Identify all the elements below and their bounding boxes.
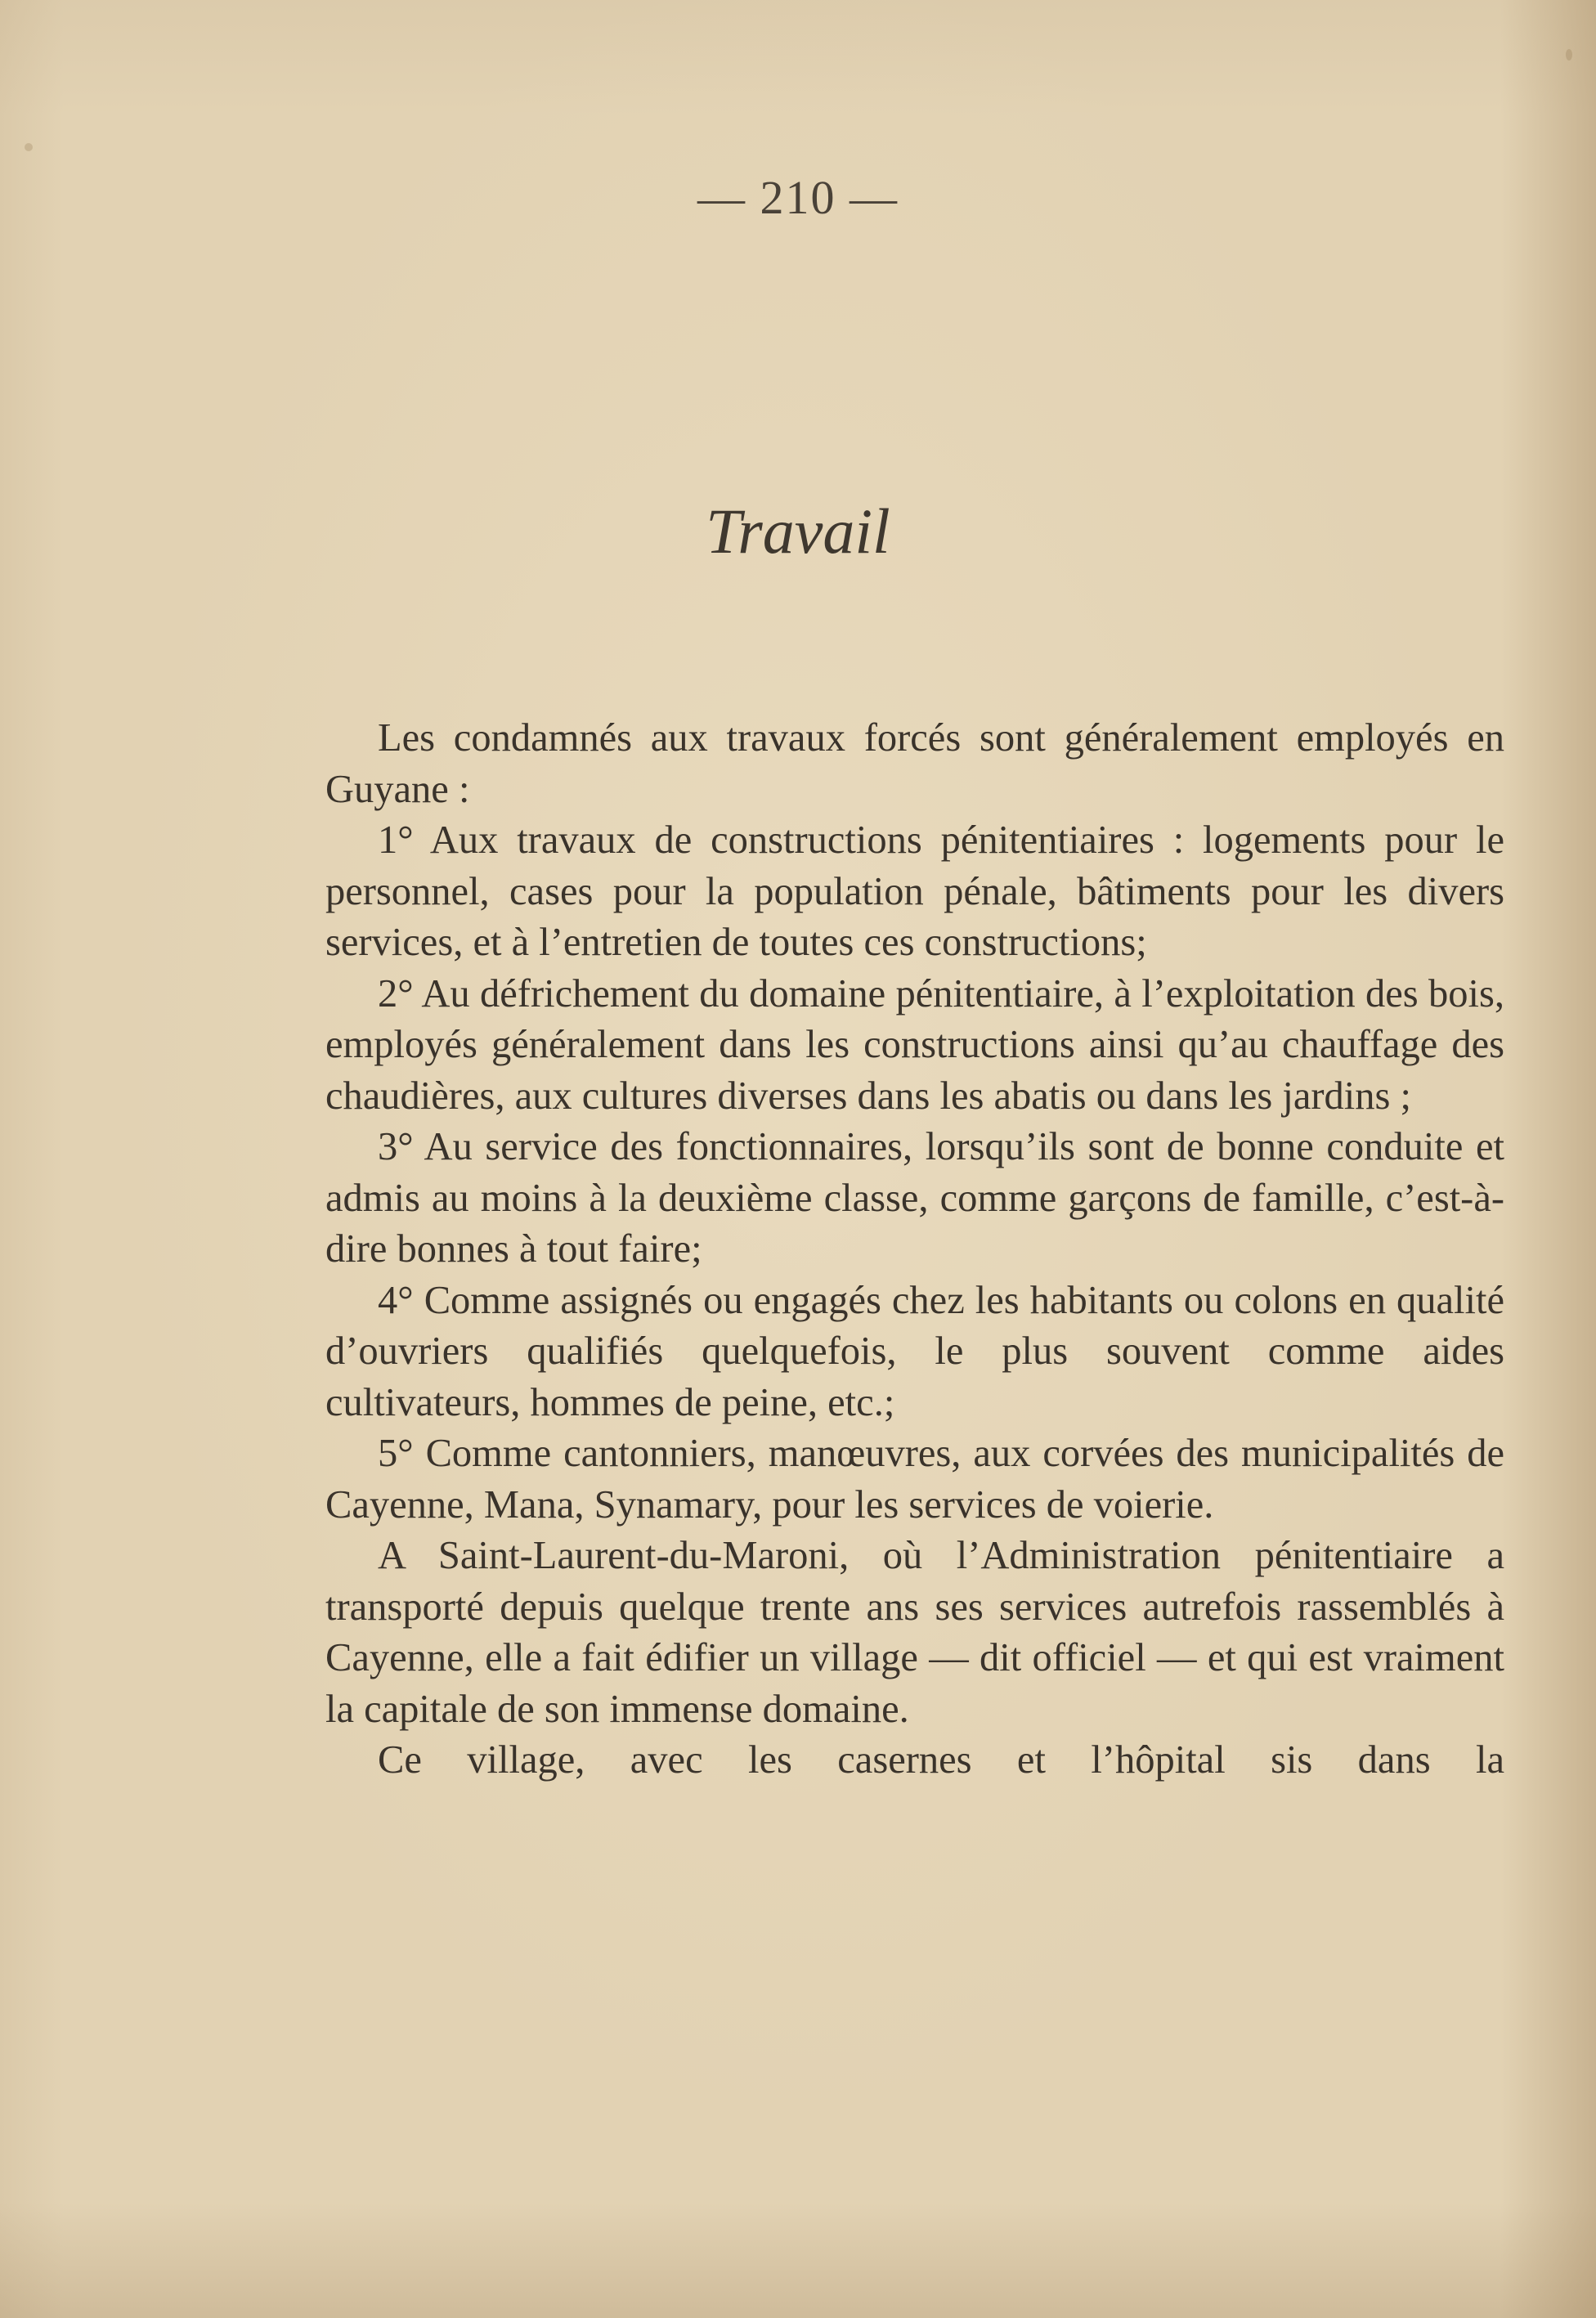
- paper-stain: [25, 143, 33, 151]
- paragraph: Ce village, avec les casernes et l’hôpital sis dans la: [378, 1738, 1504, 1782]
- paragraph: 1° Aux travaux de constructions pénitentiaires : logements pour le personnel, cases pour la population pénale, bâtiments pour les divers services, et à l’entretien de toutes ces constructions;: [325, 818, 1504, 964]
- paragraph: 2° Au défrichement du domaine pénitentiaire, à l’exploitation des bois, employés généralement dans les constructions ainsi qu’au chauffage des chaudières, aux cultures diverses dans les abatis ou dans les jardins ;: [325, 971, 1504, 1118]
- page-number: — 210 —: [697, 171, 899, 224]
- paragraph: 5° Comme cantonniers, manœuvres, aux corvées des municipalités de Cayenne, Mana, Synamary, pour les services de voierie.: [325, 1432, 1504, 1527]
- section-title: Travail: [706, 495, 890, 567]
- paragraph: A Saint-Laurent-du-Maroni, où l’Administration pénitentiaire a transporté depuis quelque trente ans ses services autrefois rassemblés à Cayenne, elle a fait édifier un village — dit officiel — et qui est vraiment la capitale de son immense domaine.: [325, 1534, 1504, 1731]
- paragraph: 4° Comme assignés ou engagés chez les habitants ou colons en qualité d’ouvriers qualifiés quelquefois, le plus souvent comme aides cultivateurs, hommes de peine, etc.;: [325, 1278, 1504, 1424]
- paper-stain: [1566, 49, 1572, 61]
- paragraph: 3° Au service des fonctionnaires, lorsqu’ils sont de bonne conduite et admis au moins à la deuxième classe, comme garçons de famille, c’est-à-dire bonnes à tout faire;: [325, 1125, 1504, 1271]
- paragraph: Les condamnés aux travaux forcés sont généralement employés en Guyane :: [325, 716, 1504, 811]
- body-text: [325, 713, 1504, 1787]
